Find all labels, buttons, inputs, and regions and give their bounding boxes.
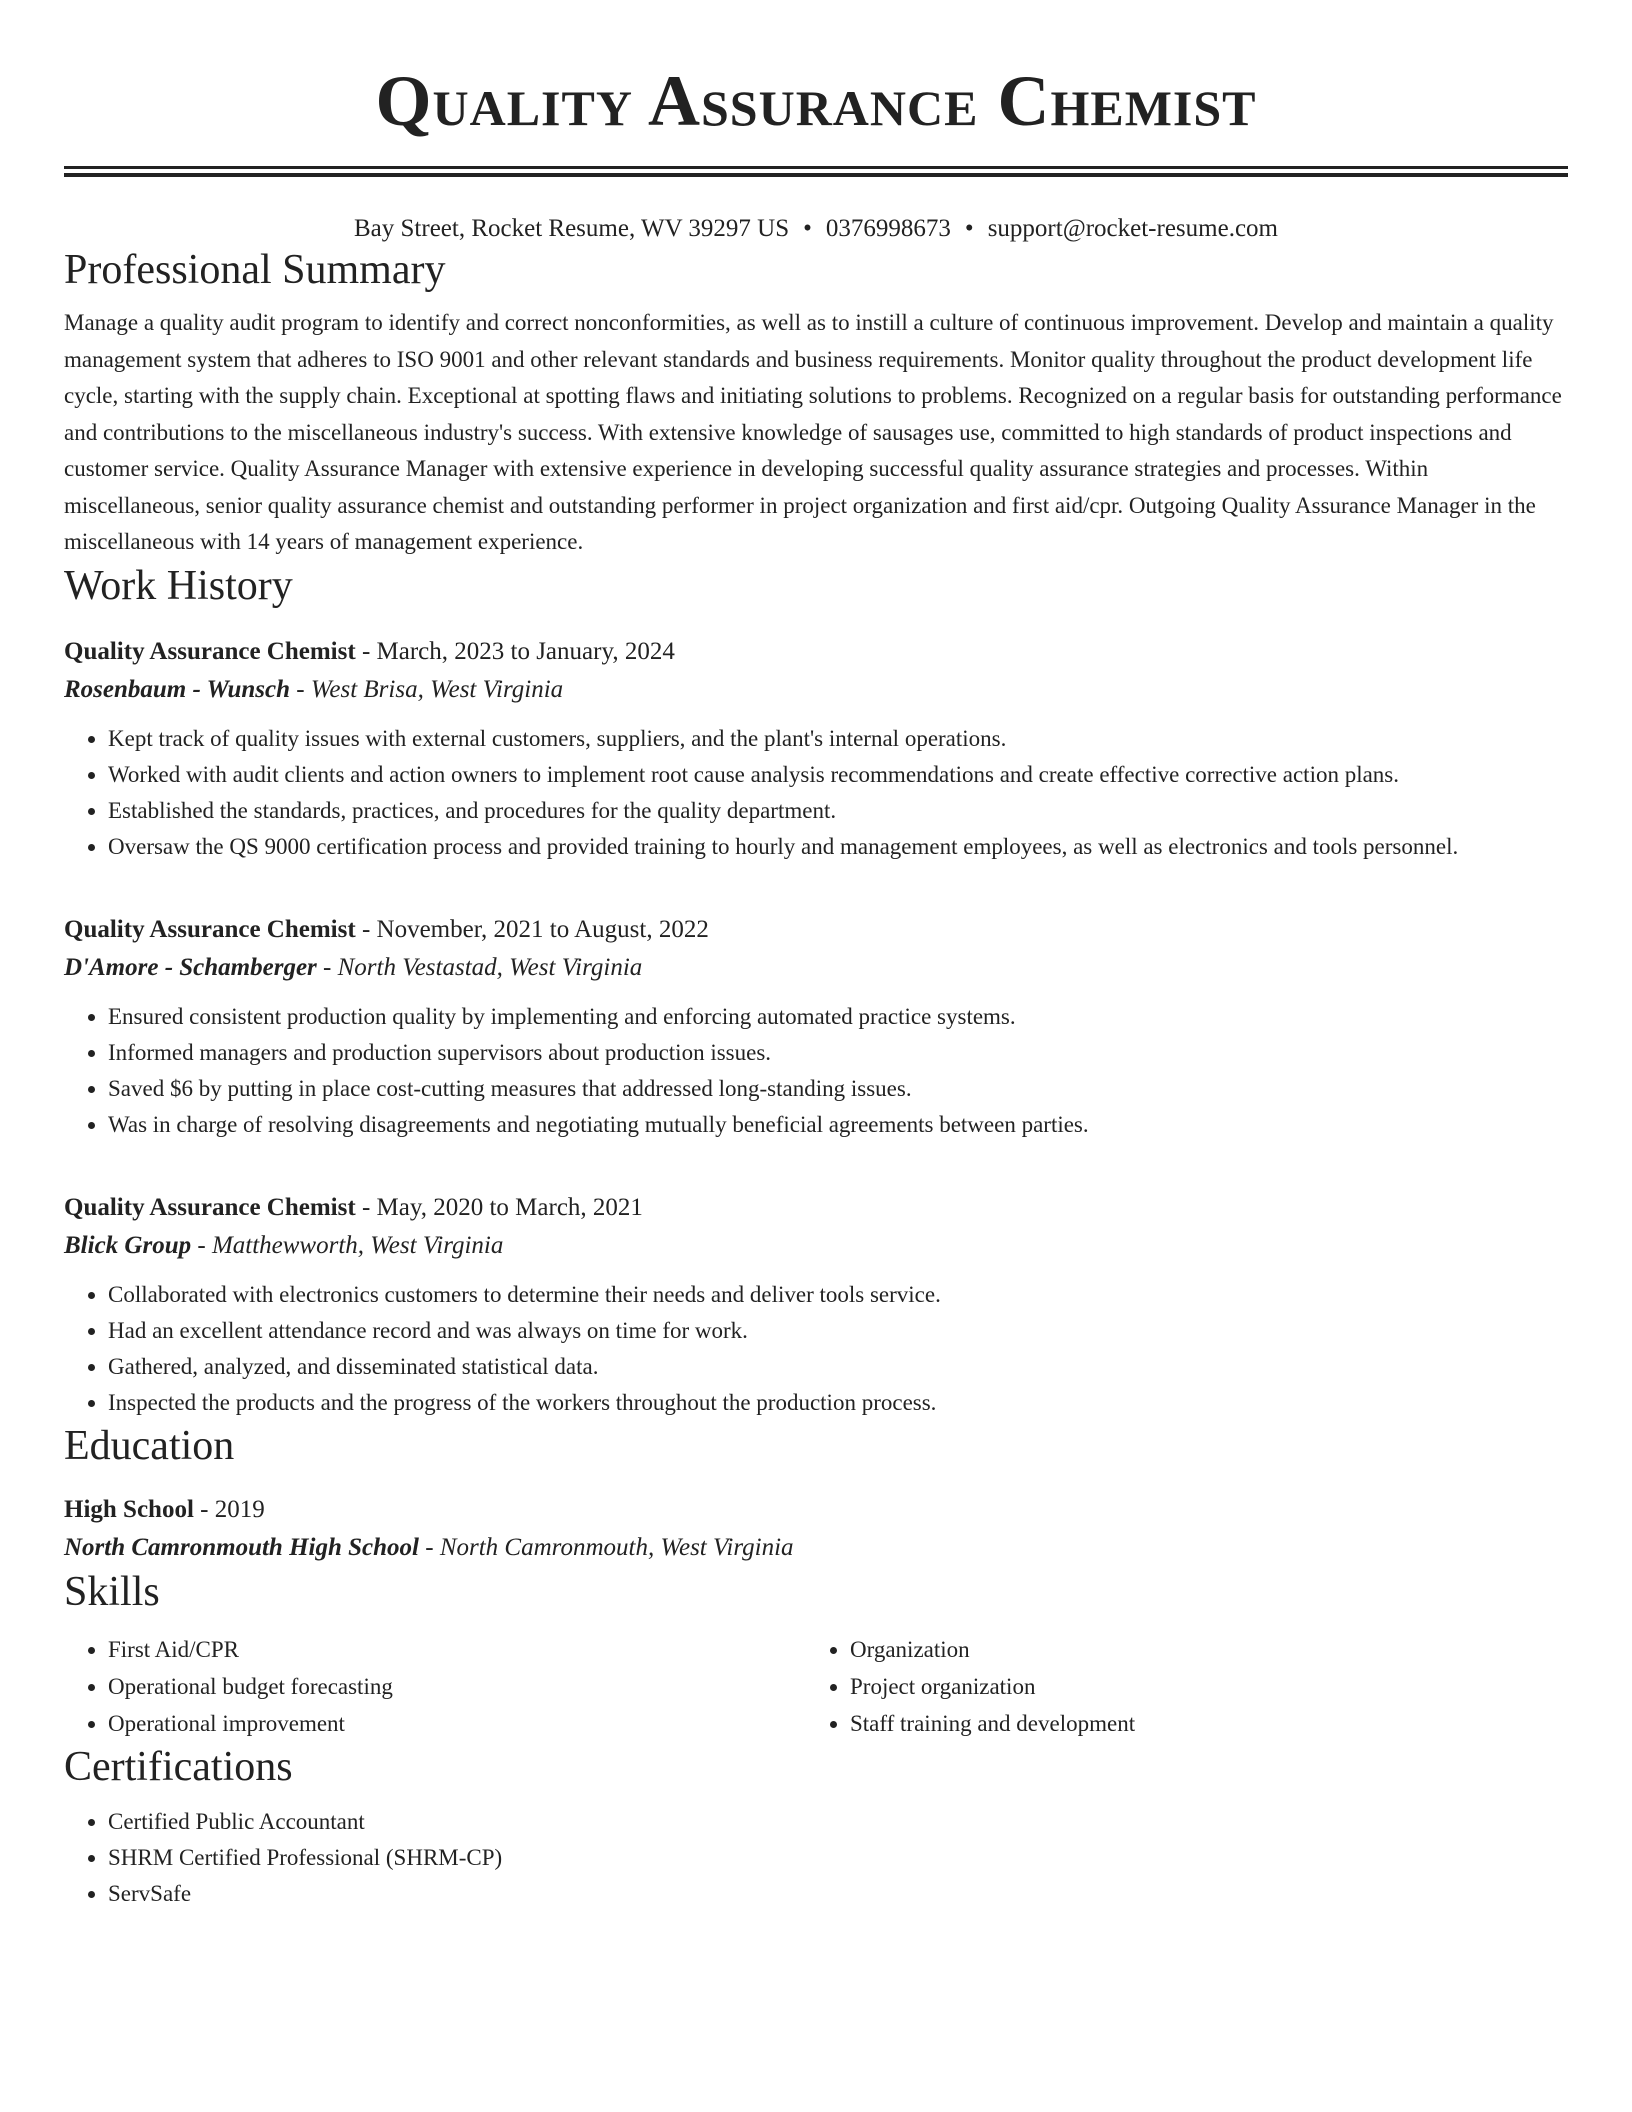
job-company: Blick Group [64, 1231, 192, 1259]
job-company-line [64, 671, 1568, 709]
skill-item: • Operational budget forecasting [108, 1668, 806, 1705]
certifications-list [64, 1804, 1568, 1912]
contact-address: Bay Street, Rocket Resume, WV 39297 US [354, 215, 790, 242]
title-divider [64, 166, 1568, 177]
skill-item: • Staff training and development [850, 1705, 1548, 1742]
job-bullets [64, 721, 1568, 865]
skills-column-right [806, 1631, 1548, 1742]
contact-line [64, 213, 1568, 245]
contact-email: support@rocket-resume.com [987, 215, 1278, 242]
job-location: Matthewworth, West Virginia [211, 1231, 504, 1259]
education-heading: Education [64, 1422, 235, 1469]
job-bullet: • Gathered, analyzed, and disseminated statistical data. [108, 1349, 1568, 1385]
summary-text: Manage a quality audit program to identify and correct nonconformities, as well as to instill a culture of continuous improvement. Develop and maintain a quality management system that adheres to ISO 9001 and other relevant standards and business requirements. Monitor quality throughout the product development life cycle, starting with the supply chain. Exceptional at spotting flaws and initiating solutions to problems. Recognized on a regular basis for outstanding performance and contributions to the miscellaneous industry's success. With extensive knowledge of sausages use, committed to high standards of product inspections and customer service. Quality Assurance Manager with extensive experience in developing successful quality assurance strategies and processes. Within miscellaneous, senior quality assurance chemist and outstanding performer in project organization and first aid/cpr. Outgoing Quality Assurance Manager in the miscellaneous with 14 years of management experience. [64, 310, 1562, 554]
resume-title: Quality Assurance Chemist [375, 61, 1257, 141]
job-location: West Brisa, West Virginia [310, 675, 564, 703]
work-history-heading: Work History [64, 562, 293, 609]
job-bullet: • Was in charge of resolving disagreements and negotiating mutually beneficial agreements between parties. [108, 1107, 1568, 1143]
job-bullet: • Kept track of quality issues with external customers, suppliers, and the plant's internal operations. [108, 721, 1568, 757]
job-bullets [64, 999, 1568, 1143]
job-bullet: • Worked with audit clients and action owners to implement root cause analysis recommendations and create effective corrective action plans. [108, 757, 1568, 793]
education-entry [64, 1491, 1568, 1567]
job-dash: - [316, 953, 338, 981]
job-bullet: • Established the standards, practices, and procedures for the quality department. [108, 793, 1568, 829]
job-role: Quality Assurance Chemist [64, 915, 356, 943]
job-title-line [64, 633, 1568, 671]
job-dash: - [355, 915, 377, 943]
job-bullet: • Collaborated with electronics customers to determine their needs and deliver tools service. [108, 1277, 1568, 1313]
job-company: D'Amore - Schamberger [64, 953, 317, 981]
certification-item: • ServSafe [108, 1876, 1568, 1912]
job-bullet: • Saved $6 by putting in place cost-cutting measures that addressed long-standing issues. [108, 1071, 1568, 1107]
job-dash: - [191, 1231, 212, 1259]
job-title-line [64, 911, 1568, 949]
job-bullet: • Informed managers and production supervisors about production issues. [108, 1035, 1568, 1071]
certifications-heading: Certifications [64, 1743, 293, 1790]
job-title-line [64, 1189, 1568, 1227]
education-dash: - [418, 1533, 440, 1561]
job-dash: - [290, 675, 311, 703]
certification-item: • Certified Public Accountant [108, 1804, 1568, 1840]
education-school-line [64, 1529, 1568, 1567]
skills-heading: Skills [64, 1568, 160, 1615]
job-dates: November, 2021 to August, 2022 [376, 915, 709, 943]
education-school: North Camronmouth High School [64, 1533, 419, 1561]
education-year: 2019 [214, 1495, 265, 1523]
job-entry [64, 911, 1568, 1143]
skills-list [64, 1631, 1568, 1742]
contact-separator: • [803, 215, 812, 242]
contact-phone: 0376998673 [825, 215, 951, 242]
job-dates: March, 2023 to January, 2024 [376, 637, 675, 665]
skill-item: • Project organization [850, 1668, 1548, 1705]
job-entry [64, 1189, 1568, 1421]
job-bullet: • Ensured consistent production quality by implementing and enforcing automated practice systems. [108, 999, 1568, 1035]
job-role: Quality Assurance Chemist [64, 1193, 356, 1221]
job-company-line [64, 1227, 1568, 1265]
skill-item: • Organization [850, 1631, 1548, 1668]
education-location: North Camronmouth, West Virginia [439, 1533, 794, 1561]
job-dates: May, 2020 to March, 2021 [376, 1193, 643, 1221]
job-company: Rosenbaum - Wunsch [64, 675, 291, 703]
job-location: North Vestastad, West Virginia [337, 953, 643, 981]
certification-item: • SHRM Certified Professional (SHRM-CP) [108, 1840, 1568, 1876]
job-dash: - [355, 637, 377, 665]
job-bullet: • Oversaw the QS 9000 certification process and provided training to hourly and management employees, as well as electronics and tools personnel. [108, 829, 1568, 865]
skill-item: • First Aid/CPR [108, 1631, 806, 1668]
skill-item: • Operational improvement [108, 1705, 806, 1742]
contact-separator: • [964, 215, 974, 242]
job-bullet: • Inspected the products and the progress of the workers throughout the production process. [108, 1385, 1568, 1421]
job-dash: - [355, 1193, 377, 1221]
education-dash: - [193, 1495, 215, 1523]
education-degree: High School [64, 1495, 194, 1523]
job-bullets [64, 1277, 1568, 1421]
job-bullet: • Had an excellent attendance record and was always on time for work. [108, 1313, 1568, 1349]
job-company-line [64, 949, 1568, 987]
education-degree-line [64, 1491, 1568, 1529]
skills-column-left [64, 1631, 806, 1742]
summary-heading: Professional Summary [64, 247, 446, 293]
job-entry [64, 633, 1568, 865]
job-role: Quality Assurance Chemist [64, 637, 356, 665]
